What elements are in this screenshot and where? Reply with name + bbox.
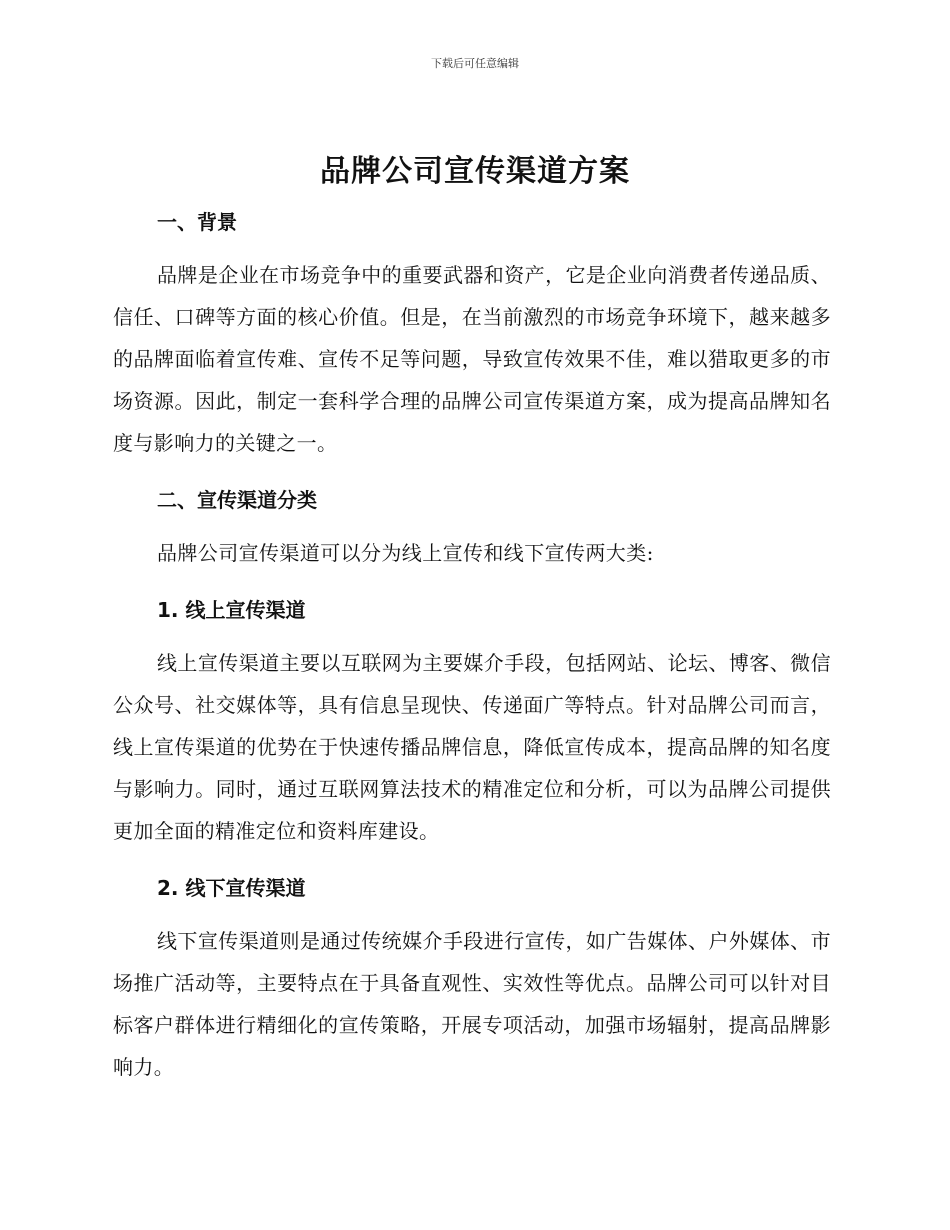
paragraph-background: 品牌是企业在市场竞争中的重要武器和资产，它是企业向消费者传递品质、信任、口碑等方面的核心价值。但是，在当前激烈的市场竞争环境下，越来越多的品牌面临着宣传难、宣传不足等问题，导致宣传效果不佳，难以猎取更多的市场资源。因此，制定一套科学合理的品牌公司宣传渠道方案，成为提高品牌知名度与影响力的关键之一。: [113, 263, 831, 455]
document-title: 品牌公司宣传渠道方案: [320, 154, 630, 189]
section-heading-classification: 二、宣传渠道分类: [157, 488, 317, 512]
page-header-note: 下载后可任意编辑: [431, 57, 519, 70]
subheading-offline-channels: 2. 线下宣传渠道: [157, 876, 306, 900]
paragraph-online-channels: 线上宣传渠道主要以互联网为主要媒介手段，包括网站、论坛、博客、微信公众号、社交媒体等，具有信息呈现快、传递面广等特点。针对品牌公司而言，线上宣传渠道的优势在于快速传播品牌信息，降低宣传成本，提高品牌的知名度与影响力。同时，通过互联网算法技术的精准定位和分析，可以为品牌公司提供更加全面的精准定位和资料库建设。: [113, 651, 831, 843]
paragraph-offline-channels: 线下宣传渠道则是通过传统媒介手段进行宣传，如广告媒体、户外媒体、市场推广活动等，主要特点在于具备直观性、实效性等优点。品牌公司可以针对目标客户群体进行精细化的宣传策略，开展专项活动，加强市场辐射，提高品牌影响力。: [113, 929, 831, 1079]
paragraph-classification-intro: 品牌公司宣传渠道可以分为线上宣传和线下宣传两大类:: [157, 541, 654, 565]
section-heading-background: 一、背景: [157, 210, 237, 234]
subheading-online-channels: 1. 线上宣传渠道: [157, 598, 306, 622]
